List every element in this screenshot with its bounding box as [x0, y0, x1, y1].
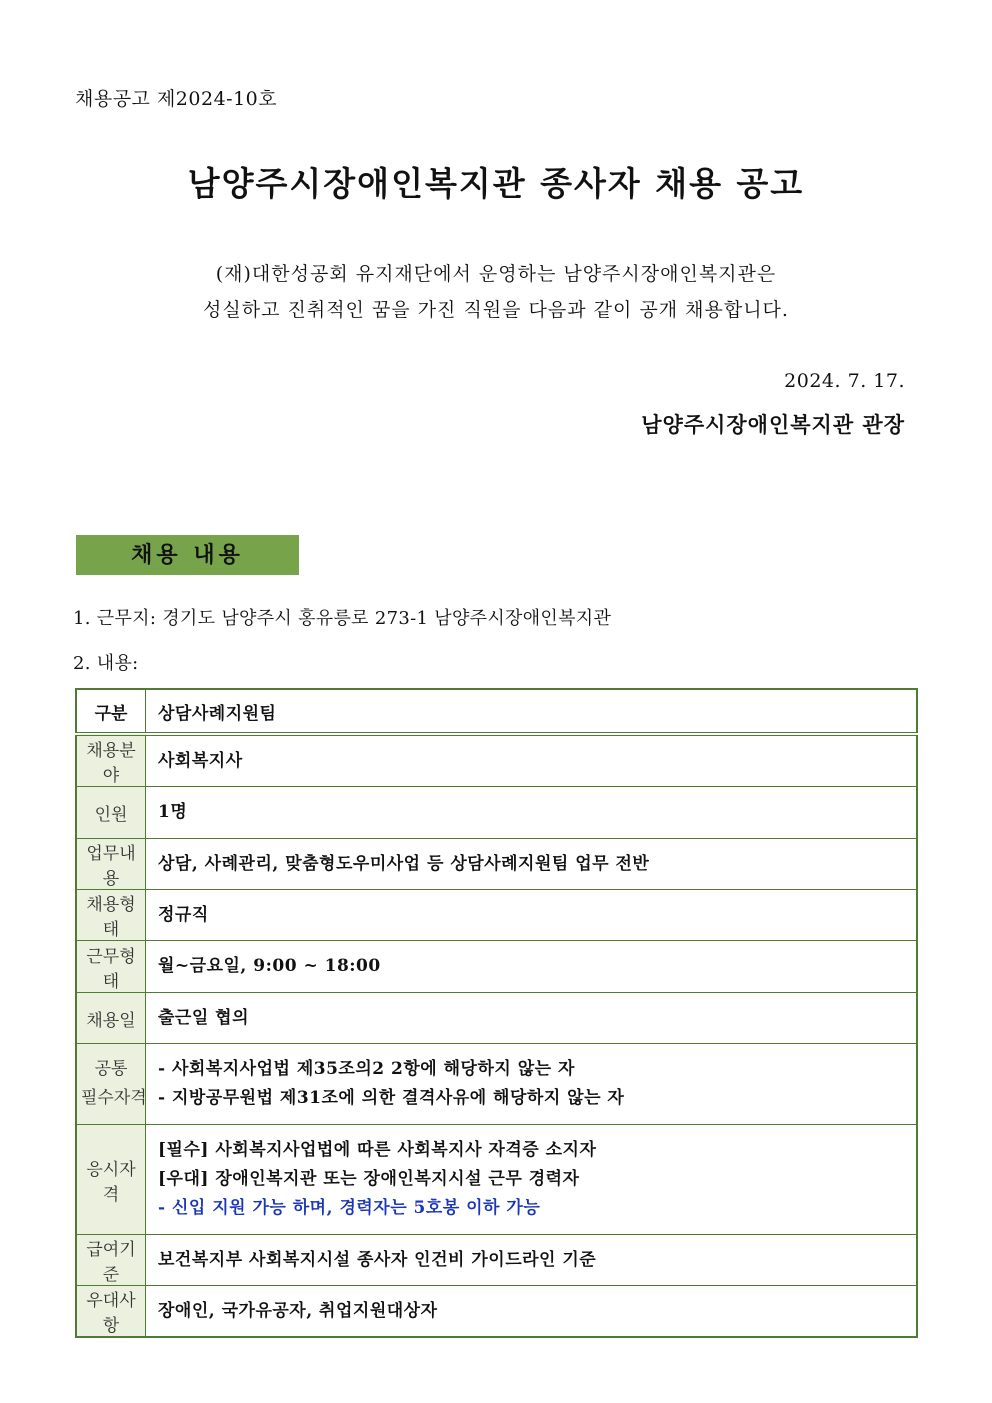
header-label: 구분	[76, 689, 146, 734]
header-value: 상담사례지원팀	[146, 689, 918, 734]
table-row	[76, 1044, 917, 1125]
notice-date: 2024. 7. 17.	[784, 370, 905, 392]
row-value-line: - 지방공무원법 제31조에 의한 결격사유에 해당하지 않는 자	[158, 1088, 625, 1108]
row-label: 채용분야	[76, 734, 146, 787]
row-label: 근무형태	[76, 941, 146, 993]
row-label: 업무내용	[76, 839, 146, 890]
row-value-line: 출근일 협의	[158, 1007, 250, 1028]
signer: 남양주시장애인복지관 관장	[641, 412, 905, 437]
row-label: 급여기준	[76, 1235, 146, 1286]
table-row	[76, 1286, 917, 1338]
table-row	[76, 890, 917, 941]
row-label: 우대사항	[76, 1286, 146, 1338]
row-value	[146, 734, 918, 787]
row-value	[146, 1125, 918, 1235]
row-label	[76, 1044, 146, 1125]
row-label: 인원	[76, 787, 146, 839]
table-row	[76, 787, 917, 839]
table-header-row	[76, 689, 917, 734]
row-value	[146, 787, 918, 839]
row-value-line: 사회복지사	[158, 750, 243, 771]
row-value	[146, 1044, 918, 1125]
table-row	[76, 1125, 917, 1235]
recruitment-table	[75, 688, 918, 1338]
row-value-line: - 사회복지사업법 제35조의2 2항에 해당하지 않는 자	[158, 1059, 575, 1079]
row-value	[146, 839, 918, 890]
row-value-line: 정규직	[158, 904, 209, 925]
row-value	[146, 1286, 918, 1338]
notice-number: 채용공고 제2024-10호	[75, 88, 278, 110]
content-item: 2. 내용:	[73, 653, 139, 674]
row-value-line: 보건복지부 사회복지시설 종사자 인건비 가이드라인 기준	[158, 1249, 597, 1270]
intro-line: 성실하고 진취적인 꿈을 가진 직원을 다음과 같이 공개 채용합니다.	[203, 299, 789, 321]
row-value-line: 1명	[158, 802, 188, 822]
row-value-line: 상담, 사례관리, 맞춤형도우미사업 등 상담사례지원팀 업무 전반	[158, 853, 650, 874]
intro-paragraph	[0, 256, 992, 328]
row-value-line: 장애인, 국가유공자, 취업지원대상자	[158, 1300, 438, 1321]
row-value	[146, 1235, 918, 1286]
workplace-item: 1. 근무지: 경기도 남양주시 홍유릉로 273-1 남양주시장애인복지관	[73, 608, 612, 629]
row-value	[146, 890, 918, 941]
table-row	[76, 941, 917, 993]
row-value-line: [우대] 장애인복지관 또는 장애인복지시설 근무 경력자	[158, 1169, 580, 1189]
table-row	[76, 1235, 917, 1286]
row-value	[146, 941, 918, 993]
row-value-line-highlight: - 신입 지원 가능 하며, 경력자는 5호봉 이하 가능	[158, 1198, 541, 1218]
intro-line: (재)대한성공회 유지재단에서 운영하는 남양주시장애인복지관은	[215, 263, 777, 285]
page-title: 남양주시장애인복지관 종사자 채용 공고	[187, 164, 805, 203]
row-label: 응시자격	[76, 1125, 146, 1235]
table-row	[76, 734, 917, 787]
row-value	[146, 993, 918, 1044]
row-label-line: 필수자격	[81, 1088, 147, 1108]
table-row	[76, 839, 917, 890]
row-value-line: [필수] 사회복지사업법에 따른 사회복지사 자격증 소지자	[158, 1140, 597, 1160]
table-row	[76, 993, 917, 1044]
section-title-badge: 채용 내용	[76, 535, 299, 575]
row-label: 채용형태	[76, 890, 146, 941]
row-label-line: 공통	[94, 1059, 128, 1079]
row-value-line: 월~금요일, 9:00 ~ 18:00	[158, 956, 381, 976]
row-label: 채용일	[76, 993, 146, 1044]
